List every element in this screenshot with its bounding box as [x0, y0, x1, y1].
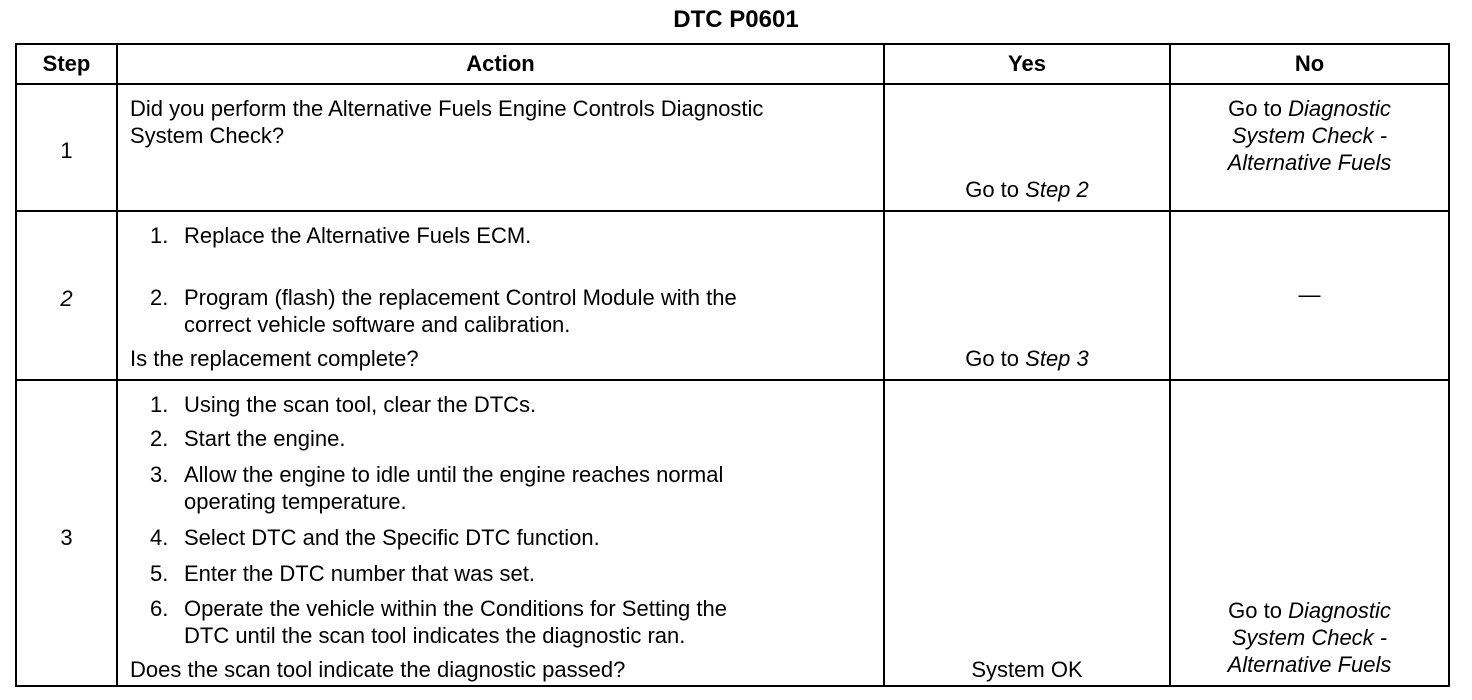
row-divider — [15, 379, 1450, 381]
diagnostic-link[interactable]: Alternative Fuels — [1227, 150, 1392, 175]
item-text: operating temperature. — [184, 489, 407, 514]
item-number: 4. — [150, 525, 169, 550]
yes-cell — [885, 176, 1169, 203]
item-number: 1. — [150, 223, 169, 248]
item-text: Select DTC and the Specific DTC function. — [184, 525, 600, 550]
list-item — [150, 284, 737, 311]
step-number: 3 — [60, 525, 73, 550]
item-number: 3. — [150, 462, 169, 487]
header-yes: Yes — [1008, 51, 1046, 76]
row-divider — [15, 83, 1450, 85]
list-item — [150, 595, 727, 622]
item-number: 5. — [150, 561, 169, 586]
diagnostic-link[interactable]: System Check - — [1231, 625, 1388, 650]
item-text: Start the engine. — [184, 426, 346, 451]
list-item — [150, 391, 536, 418]
action-text: System Check? — [130, 123, 285, 148]
list-item — [150, 222, 531, 249]
no-cell-dash: — — [1298, 282, 1321, 307]
diagnostic-link[interactable]: Diagnostic — [1288, 598, 1391, 623]
item-number: 2. — [150, 285, 169, 310]
diagnostic-link[interactable]: Alternative Fuels — [1227, 652, 1392, 677]
header-step: Step — [42, 51, 91, 76]
item-text: correct vehicle software and calibration. — [184, 312, 571, 337]
list-item — [150, 560, 535, 587]
no-prefix: Go to — [1228, 96, 1282, 121]
column-divider — [116, 43, 118, 687]
item-text: DTC until the scan tool indicates the diagnostic ran. — [184, 623, 686, 648]
item-number: 2. — [150, 426, 169, 451]
item-text: Enter the DTC number that was set. — [184, 561, 535, 586]
list-item — [150, 524, 600, 551]
item-text: Replace the Alternative Fuels ECM. — [184, 223, 532, 248]
header-no: No — [1294, 51, 1325, 76]
no-cell — [1171, 597, 1448, 624]
no-prefix: Go to — [1228, 598, 1282, 623]
row-divider — [15, 210, 1450, 212]
step-number: 1 — [60, 138, 73, 163]
item-text: Operate the vehicle within the Conditions for Setting the — [184, 596, 727, 621]
step-number: 2 — [60, 286, 73, 311]
yes-cell — [885, 345, 1169, 372]
no-cell — [1171, 95, 1448, 122]
item-number: 6. — [150, 596, 169, 621]
item-text: Allow the engine to idle until the engine reaches normal — [184, 462, 724, 487]
action-text: Did you perform the Alternative Fuels Engine Controls Diagnostic — [130, 96, 764, 121]
item-text: Program (flash) the replacement Control Module with the — [184, 285, 737, 310]
list-item — [150, 461, 723, 488]
header-action: Action — [466, 51, 535, 76]
list-item — [150, 425, 345, 452]
item-number: 1. — [150, 392, 169, 417]
question-text: Does the scan tool indicate the diagnostic passed? — [130, 657, 626, 682]
page-title: DTC P0601 — [673, 6, 799, 33]
yes-prefix: Go to — [965, 177, 1020, 202]
diagnostic-link[interactable]: Diagnostic — [1288, 96, 1391, 121]
step-link[interactable]: Step 3 — [1025, 346, 1089, 371]
diagnostic-link[interactable]: System Check - — [1231, 123, 1388, 148]
yes-cell: System OK — [971, 657, 1083, 682]
question-text: Is the replacement complete? — [130, 346, 419, 371]
yes-prefix: Go to — [965, 346, 1020, 371]
step-link[interactable]: Step 2 — [1025, 177, 1089, 202]
item-text: Using the scan tool, clear the DTCs. — [184, 392, 537, 417]
